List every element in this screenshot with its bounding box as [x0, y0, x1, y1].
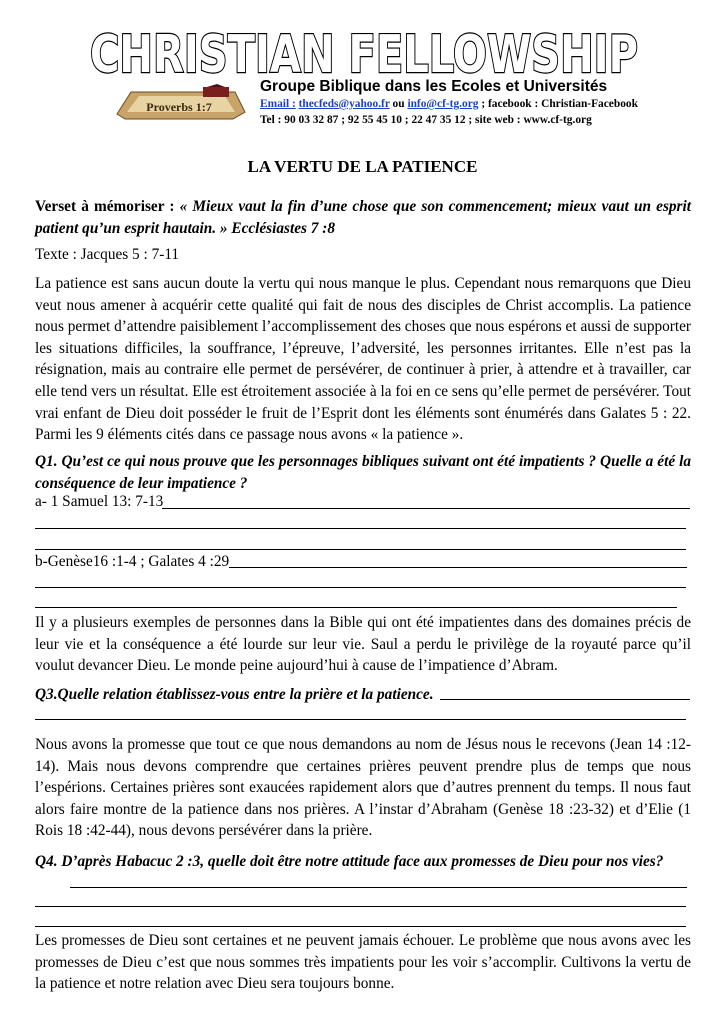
email-link-2[interactable]: info@cf-tg.org [407, 98, 479, 110]
facebook-text: ; facebook : Christian-Facebook [481, 98, 638, 110]
answer-line[interactable] [229, 567, 687, 568]
scripture-reference: Texte : Jacques 5 : 7-11 [35, 246, 180, 263]
answer-line[interactable] [440, 699, 690, 700]
answer-line[interactable] [35, 906, 686, 907]
answer-line[interactable] [35, 926, 686, 927]
verse-label: Verset à mémoriser : [35, 198, 175, 215]
logo-image [113, 84, 248, 122]
verse-block [35, 196, 691, 239]
question-3: Q3.Quelle relation établissez-vous entre la prière et la patience. [35, 686, 434, 703]
logo-text: Proverbs 1:7 [146, 100, 212, 114]
banner-title [86, 26, 642, 82]
question-1: Q1. Qu’est ce qui nous prouve que les personnages bibliques suivant ont été impatients ? Quelle a été la conséquence de leur impatience ? [35, 453, 691, 492]
answer-line[interactable] [35, 587, 686, 588]
contact-phone-line: Tel : 90 03 32 87 ; 92 55 45 10 ; 22 47 35 12 ; site web : www.cf-tg.org [260, 114, 592, 126]
paragraph-3: Nous avons la promesse que tout ce que nous demandons au nom de Jésus nous le recevons (Jean 14 :12-14). Mais nous devons comprendre que certaines prières peuvent prendre plus de temps que nous l’espérions. Certaines prières sont exaucées rapidement alors que d’autres prennent du temps. Il nous faut alors faire montre de la patience dans nos prières. A l’instar d’Abraham (Genèse 18 :23-32) et d’Elie (1 Rois 18 :42-44), nous devons persévérer dans la prière. [35, 736, 691, 840]
verse-text: « Mieux vaut la fin d’une chose que son commencement; mieux vaut un esprit patient qu’un esprit hautain. » Ecclésiastes 7 :8 [35, 198, 691, 237]
paragraph-2: Il y a plusieurs exemples de personnes dans la Bible qui ont été impatientes dans des domaines précis de leur vie et la conséquence a été lourde sur leur vie. Saul a perdu le privilège de la royauté parce qu’il voulut devancer Dieu. Le monde peine aujourd’hui à cause de l’impatience d’Abram. [35, 614, 691, 675]
email-link-1[interactable]: thecfeds@yahoo.fr [298, 98, 390, 110]
intro-paragraph: La patience est sans aucun doute la vertu qui nous manque le plus. Cependant nous remarquons que Dieu veut nous amener à acquérir cette qualité qui fait de nous des disciples de Christ accomplis. La patience nous permet d’attendre paisiblement l’accomplissement des choses que nous espérons et aussi de supporter les situations difficiles, la souffrance, l’épreuve, l’adversité, les personnes irritantes. Elle n’est pas la résignation, mais au contraire elle permet de persévérer, de continuer à prier, à attendre et à travailler, car elle tend vers un résultat. Elle est étroitement associée à la foi en ce sens qu’elle permet de persévérer. Tout vrai enfant de Dieu doit posséder le fruit de l’Esprit dont les éléments sont énumérés dans Galates 5 : 22. Parmi les 9 éléments cités dans ce passage nous avons « la patience ». [35, 275, 691, 444]
email-or: ou [392, 98, 405, 110]
q1-b-label: b-Genèse16 :1-4 ; Galates 4 :29 [35, 553, 230, 570]
answer-line[interactable] [35, 719, 686, 720]
banner-title-text: CHRISTIAN FELLOWSHIP [90, 26, 638, 82]
header-subtitle: Groupe Biblique dans les Ecoles et Universités [260, 78, 608, 95]
answer-line[interactable] [70, 887, 687, 888]
document-title: LA VERTU DE LA PATIENCE [247, 157, 478, 176]
answer-line[interactable] [35, 549, 686, 550]
q1-a-label: a- 1 Samuel 13: 7-13 [35, 493, 164, 510]
answer-line[interactable] [35, 607, 677, 608]
answer-line[interactable] [35, 528, 686, 529]
question-4: Q4. D’après Habacuc 2 :3, quelle doit être notre attitude face aux promesses de Dieu pour nos vies? [35, 853, 664, 870]
paragraph-4: Les promesses de Dieu sont certaines et ne peuvent jamais échouer. Le problème que nous avons avec les promesses de Dieu c’est que nous sommes très impatients pour les voir s’accomplir. Cultivons la vertu de la patience et notre relation avec Dieu sera toujours bonne. [35, 932, 691, 993]
answer-line[interactable] [162, 508, 690, 509]
contact-email-line [260, 98, 638, 110]
email-label: Email : [260, 98, 296, 110]
